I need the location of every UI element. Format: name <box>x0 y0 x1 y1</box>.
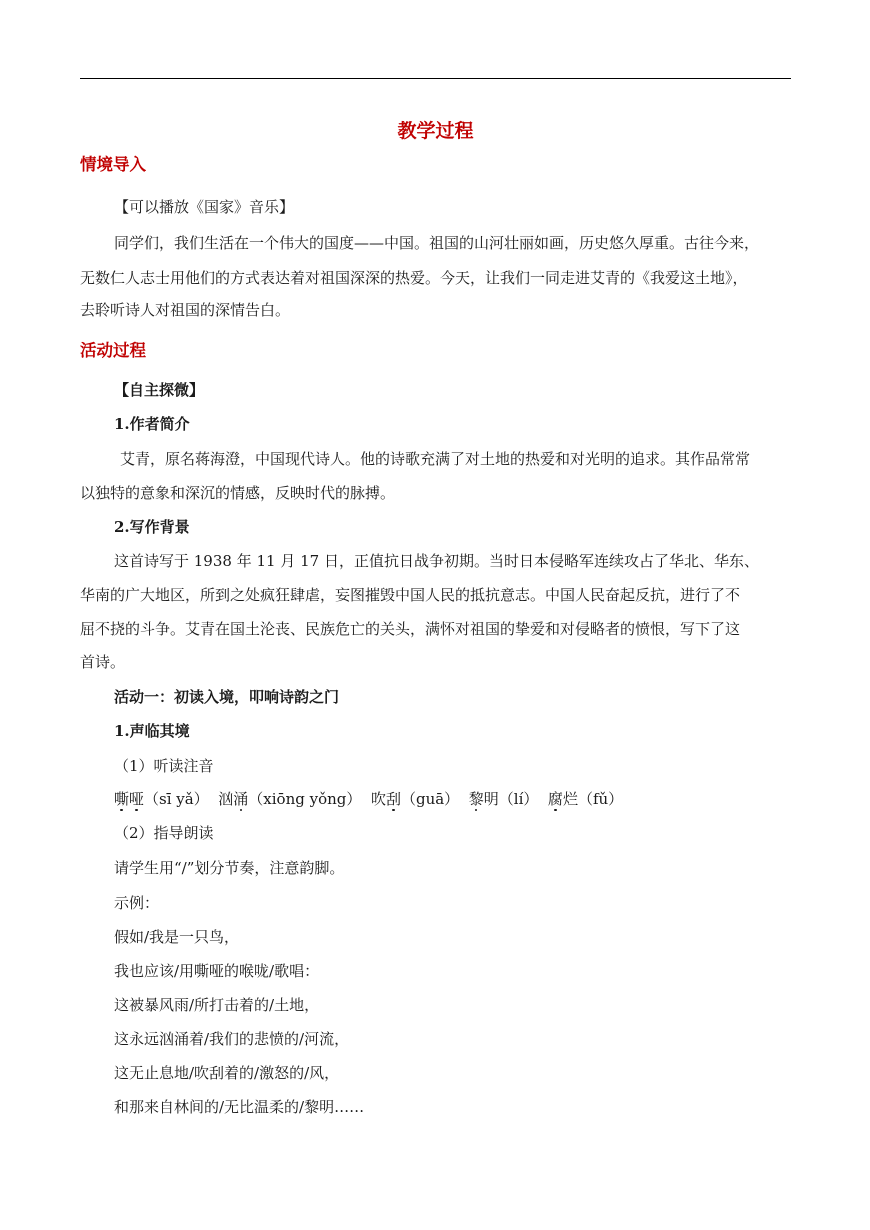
poem-line: 这被暴风雨/所打击着的/土地， <box>114 996 320 1014</box>
example-label: 示例： <box>114 894 160 912</box>
pinyin-char: 明 <box>483 790 499 808</box>
poem-line: 假如/我是一只鸟， <box>114 928 240 946</box>
background-heading: 2.写作背景 <box>114 518 190 536</box>
section-heading-intro: 情境导入 <box>80 155 146 174</box>
background-line-2: 华南的广大地区，所到之处疯狂肆虐，妄图摧毁中国人民的抵抗意志。中国人民奋起反抗，进行了不 <box>80 586 741 604</box>
sound-heading: 1.声临其境 <box>114 722 190 740</box>
intro-line-1: 同学们，我们生活在一个伟大的国度——中国。祖国的山河壮丽如画，历史悠久厚重。古往今来， <box>114 234 760 252</box>
pinyin-char: 烂 <box>562 790 578 808</box>
author-line-1: 艾青，原名蒋海澄，中国现代诗人。他的诗歌充满了对土地的热爱和对光明的追求。其作品常常 <box>120 450 751 468</box>
pinyin-item <box>371 790 459 808</box>
listen-label: （1）听读注音 <box>114 757 214 775</box>
section-heading-activities: 活动过程 <box>80 341 146 360</box>
background-line-3: 屈不挠的斗争。艾青在国土沦丧、民族危亡的关头，满怀对祖国的挚爱和对侵略者的愤恨，写下了这 <box>80 620 741 638</box>
pinyin-char: 吹 <box>370 790 386 808</box>
poem-line: 我也应该/用嘶哑的喉咙/歌唱： <box>114 962 320 980</box>
poem-line: 这无止息地/吹刮着的/激怒的/风， <box>114 1064 340 1082</box>
pinyin-char: 嘶 <box>114 790 130 808</box>
pinyin-reading: （xiōng yǒng） <box>248 790 362 808</box>
pinyin-char: 哑 <box>129 790 145 808</box>
pinyin-reading: （fǔ） <box>577 790 624 808</box>
author-line-2: 以独特的意象和深沉的情感，反映时代的脉搏。 <box>80 484 396 502</box>
pinyin-row <box>114 789 623 809</box>
background-line-1: 这首诗写于 1938 年 11 月 17 日，正值抗日战争初期。当时日本侵略军连续攻占了华北、华东、 <box>114 552 759 570</box>
header-rule <box>80 78 791 79</box>
background-line-4: 首诗。 <box>80 653 126 671</box>
self-explore-heading: 【自主探微】 <box>114 381 205 399</box>
pinyin-item <box>218 790 361 808</box>
pinyin-char: 腐 <box>547 790 563 808</box>
pinyin-item <box>114 790 209 808</box>
pinyin-char: 汹 <box>218 790 234 808</box>
poem-line: 这永远汹涌着/我们的悲愤的/河流， <box>114 1030 350 1048</box>
poem-line: 和那来自林间的/无比温柔的/黎明…… <box>114 1098 365 1116</box>
pinyin-char: 涌 <box>233 790 249 808</box>
instruction: 请学生用“/”划分节奏，注意韵脚。 <box>114 859 345 877</box>
activity-one-heading: 活动一：初读入境，叩响诗韵之门 <box>114 688 340 706</box>
pinyin-char: 黎 <box>468 790 484 808</box>
music-note: 【可以播放《国家》音乐】 <box>114 198 295 216</box>
intro-line-2: 无数仁人志士用他们的方式表达着对祖国深深的热爱。今天，让我们一同走进艾青的《我爱这土地》， <box>80 269 748 287</box>
pinyin-reading: （lí） <box>498 790 539 808</box>
page-title: 教学过程 <box>397 120 474 142</box>
intro-line-3: 去聆听诗人对祖国的深情告白。 <box>80 301 291 319</box>
pinyin-reading: （sī yǎ） <box>144 790 209 808</box>
pinyin-item <box>548 790 623 808</box>
pinyin-item <box>469 790 539 808</box>
guide-label: （2）指导朗读 <box>114 824 214 842</box>
pinyin-char: 刮 <box>385 790 401 808</box>
author-heading: 1.作者简介 <box>114 415 190 433</box>
pinyin-reading: （guā） <box>400 790 460 808</box>
